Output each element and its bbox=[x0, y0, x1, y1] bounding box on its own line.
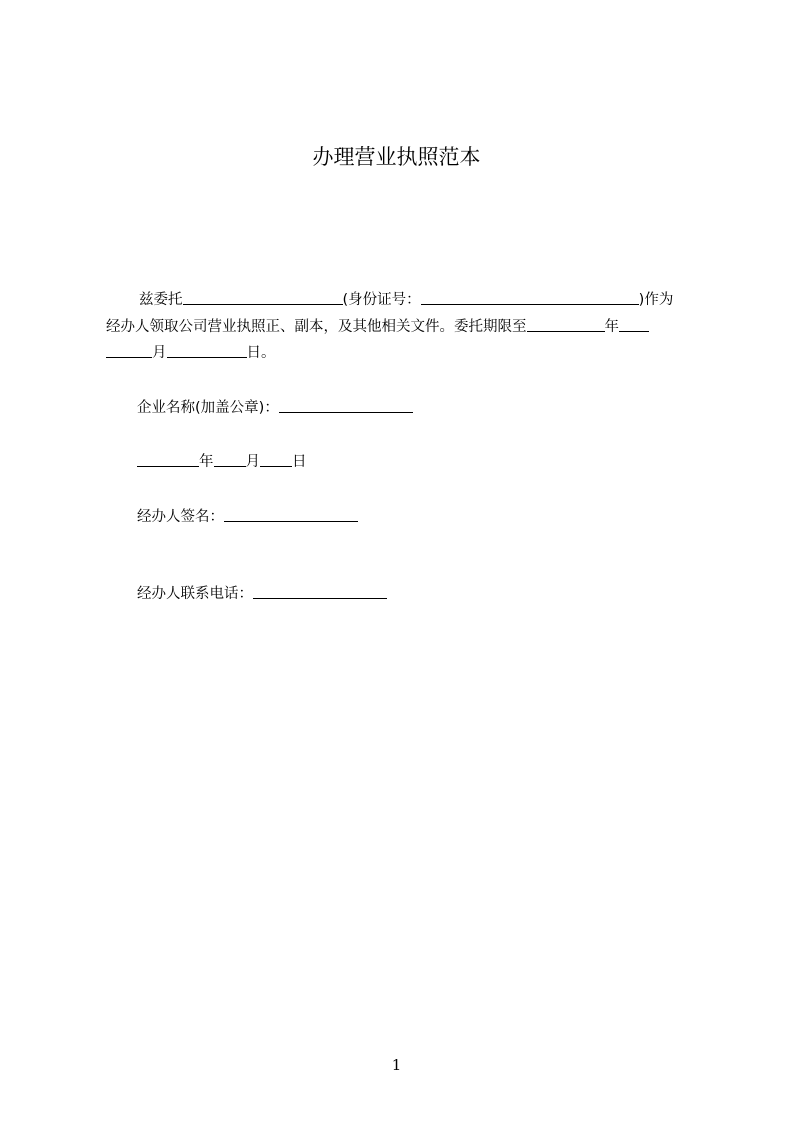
agent-signature-blank[interactable] bbox=[224, 505, 358, 522]
date-day-label: 日 bbox=[292, 454, 307, 470]
document-title: 办理营业执照范本 bbox=[312, 145, 481, 169]
month-label: 月 bbox=[152, 345, 167, 361]
agent-phone-blank[interactable] bbox=[253, 582, 387, 599]
expiry-day-blank[interactable] bbox=[167, 341, 247, 358]
date-year-label: 年 bbox=[199, 454, 214, 470]
paragraph-line-3 bbox=[106, 341, 276, 365]
paragraph-line-2 bbox=[106, 315, 649, 339]
agent-phone-row bbox=[137, 582, 387, 606]
page-number: 1 bbox=[391, 1056, 402, 1074]
as-label: )作为 bbox=[638, 292, 674, 308]
id-number-blank[interactable] bbox=[421, 288, 639, 305]
company-name-blank[interactable] bbox=[279, 396, 413, 413]
id-number-label: (身份证号： bbox=[342, 292, 421, 308]
date-row bbox=[137, 450, 307, 474]
date-year-blank[interactable] bbox=[137, 450, 199, 467]
year-label: 年 bbox=[604, 319, 619, 335]
authorization-text: 经办人领取公司营业执照正、副本，及其他相关文件。委托期限至 bbox=[106, 319, 527, 335]
date-month-label: 月 bbox=[245, 454, 260, 470]
company-name-row bbox=[137, 396, 413, 420]
expiry-month-blank-end[interactable] bbox=[106, 341, 152, 358]
paragraph-line-1 bbox=[139, 288, 673, 312]
agent-phone-label: 经办人联系电话： bbox=[137, 586, 253, 602]
day-label: 日。 bbox=[246, 345, 276, 361]
company-name-label: 企业名称(加盖公章)： bbox=[137, 400, 279, 416]
entrust-label: 兹委托 bbox=[139, 292, 183, 308]
date-month-blank[interactable] bbox=[214, 450, 246, 467]
agent-name-blank[interactable] bbox=[183, 288, 343, 305]
agent-signature-row bbox=[137, 505, 358, 529]
expiry-year-blank[interactable] bbox=[527, 315, 605, 332]
date-day-blank[interactable] bbox=[260, 450, 292, 467]
agent-signature-label: 经办人签名： bbox=[137, 509, 224, 525]
expiry-month-blank-start[interactable] bbox=[619, 315, 649, 332]
